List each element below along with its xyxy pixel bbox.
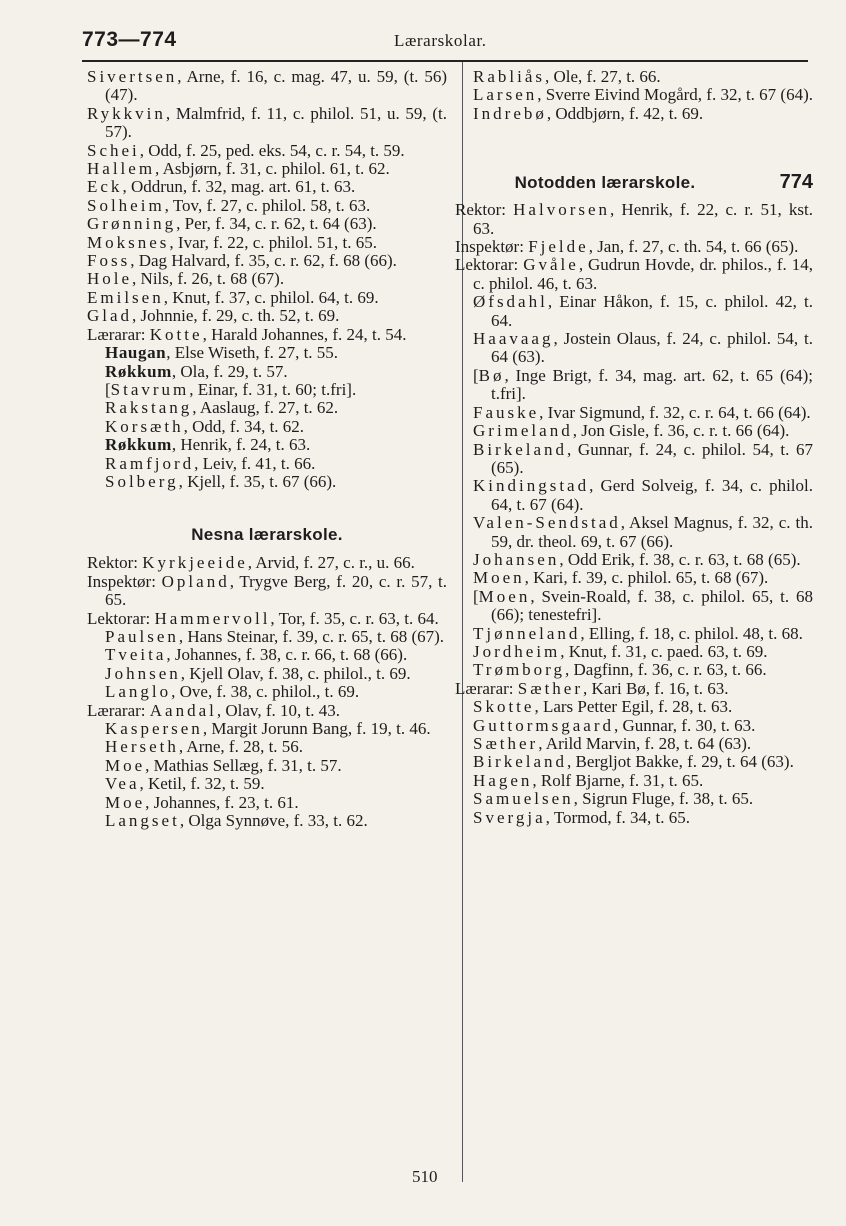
entry-list <box>87 628 447 702</box>
entry <box>87 105 447 142</box>
entry-name: Sivertsen <box>87 67 178 86</box>
entry <box>87 646 447 664</box>
entry <box>87 554 447 572</box>
entry-name: Herseth <box>105 737 179 757</box>
entry-details: , Knut, f. 37, c. philol. 64, t. 69. <box>163 287 379 307</box>
entry-details: , Ola, f. 29, t. 57. <box>171 361 288 381</box>
entry <box>473 86 813 104</box>
entry-details: , Tor, f. 35, c. r. 63, t. 64. <box>270 608 439 628</box>
entry-name: Rykkvin <box>87 103 166 123</box>
entry <box>87 702 447 720</box>
entry-name: Glad <box>87 306 133 326</box>
page-number-range: 773—774 <box>82 28 177 51</box>
entry-name: Kaspersen <box>105 719 203 738</box>
role-label: Inspektør: <box>87 571 156 591</box>
role-label: Lektorar: <box>455 255 519 275</box>
entry-details: , Mathias Sellæg, f. 31, t. 57. <box>145 755 342 775</box>
entry-details: , Kjell, f. 35, t. 67 (66). <box>178 471 337 491</box>
entry-name: Schei <box>87 140 140 160</box>
entry-details: , Kjell Olav, f. 38, c. philol., t. 69. <box>180 663 411 683</box>
entry-name: Trømborg <box>473 660 566 680</box>
entry-details: , Odd, f. 25, ped. eks. 54, c. r. 54, t. 59. <box>139 140 405 160</box>
footer-page-number: 510 <box>412 1167 438 1186</box>
entry-details: , Johannes, f. 23, t. 61. <box>145 792 299 812</box>
entry-details: , Oddbjørn, f. 42, t. 69. <box>546 103 704 123</box>
entry <box>87 160 447 178</box>
entry-name: Kotte <box>149 324 203 344</box>
entry-name: Valen-Sendstad <box>473 513 621 533</box>
bracket: [ <box>473 586 479 606</box>
entry <box>455 753 813 771</box>
role-label: Lærarar: <box>87 324 146 344</box>
entry-details: , Einar Håkon, f. 15, c. philol. 42, t. 64. <box>491 292 813 330</box>
role-label: Rektor: <box>455 200 506 220</box>
entry-details: , Inge Brigt, f. 34, mag. art. 62, t. 65 (64); t.fri]. <box>491 365 813 404</box>
entry <box>87 344 447 362</box>
entry-list <box>87 344 447 491</box>
entry-details: , Gudrun Hovde, dr. philos., f. 14, c. philol. 46, t. 63. <box>473 255 814 293</box>
entry-details: , Ole, f. 27, t. 66. <box>545 67 661 86</box>
entry-name: Haavaag <box>473 329 554 349</box>
entry-name: Hammervoll <box>154 608 271 628</box>
entry-name: Fauske <box>473 402 540 422</box>
entry <box>455 661 813 679</box>
entry <box>87 234 447 252</box>
entry-details: , Arne, f. 28, t. 56. <box>178 737 304 757</box>
entry-details: , Ove, f. 38, c. philol., t. 69. <box>171 682 360 702</box>
entry-details: , Johnnie, f. 29, c. th. 52, t. 69. <box>132 306 340 326</box>
entry <box>87 142 447 160</box>
role-label: Lærarar: <box>455 678 514 698</box>
entry <box>87 775 447 793</box>
entry-details: , Jan, f. 27, c. th. 54, t. 66 (65). <box>588 237 799 257</box>
entry-name: Hallem <box>87 159 156 179</box>
entry <box>87 363 447 381</box>
entry-name: Vea <box>105 774 140 794</box>
entry-list <box>87 68 447 326</box>
entry <box>455 717 813 735</box>
entry <box>455 477 813 514</box>
entry <box>455 680 813 698</box>
entry-name: Indrebø <box>473 103 547 123</box>
entry-details: , Sverre Eivind Mogård, f. 32, t. 67 (64). <box>537 85 813 105</box>
entry <box>455 404 813 422</box>
entry-name: Røkkum <box>105 435 172 455</box>
entry-details: , Dag Halvard, f. 35, c. r. 62, f. 68 (66). <box>130 251 397 271</box>
entry <box>87 252 447 270</box>
entry-details: , Sigrun Fluge, f. 38, t. 65. <box>573 789 754 809</box>
entry <box>455 588 813 625</box>
entry-name: Moe <box>105 755 146 775</box>
entry <box>87 215 447 233</box>
entry-details: , Dagfinn, f. 36, c. r. 63, t. 66. <box>565 660 767 680</box>
entry-name: Ramfjord <box>105 453 195 473</box>
section-heading-row <box>455 173 813 195</box>
entry-details: , Arne, f. 16, c. mag. 47, u. 59, (t. 56) (47). <box>105 67 447 105</box>
entry-details: , Odd, f. 34, t. 62. <box>183 416 305 436</box>
entry <box>455 441 813 478</box>
entry-details: , Ivar Sigmund, f. 32, c. r. 64, t. 66 (64). <box>539 402 811 422</box>
entry-name: Kindingstad <box>473 476 590 496</box>
entry <box>87 399 447 417</box>
entry-name: Rabliås <box>473 67 545 86</box>
entry-name: Tjønneland <box>473 623 581 643</box>
entry-details: , Else Wiseth, f. 27, t. 55. <box>166 343 339 363</box>
left-column <box>87 68 447 830</box>
entry-details: , Elling, f. 18, c. philol. 48, t. 68. <box>580 623 803 643</box>
entry-list <box>455 68 813 123</box>
entry-details: , Asbjørn, f. 31, c. philol. 61, t. 62. <box>155 159 390 179</box>
entry-name: Johnsen <box>105 663 181 683</box>
entry-details: , Lars Petter Egil, f. 28, t. 63. <box>534 697 733 717</box>
entry-details: , Olav, f. 10, t. 43. <box>216 700 340 720</box>
entry <box>87 757 447 775</box>
entry-name: Birkeland <box>473 439 568 459</box>
entry-name: Larsen <box>473 85 538 105</box>
entry <box>87 455 447 473</box>
entry-name: Skotte <box>473 697 535 717</box>
entry-details: , Gerd Solveig, f. 34, c. philol. 64, t. 67 (64). <box>491 476 813 514</box>
entry <box>473 68 813 86</box>
entry <box>455 569 813 587</box>
entry-name: Røkkum <box>105 361 172 381</box>
entry-name: Bø <box>478 365 505 385</box>
entry <box>455 735 813 753</box>
entry-name: Moksnes <box>87 232 170 252</box>
entry-name: Eck <box>87 177 123 197</box>
entry-name: Hole <box>87 269 133 289</box>
role-label: Lærarar: <box>87 700 146 720</box>
entry-details: , Tov, f. 27, c. philol. 58, t. 63. <box>164 195 371 215</box>
right-column <box>455 68 813 827</box>
entry <box>87 812 447 830</box>
entry-name: Tveita <box>105 645 167 665</box>
role-label: Lektorar: <box>87 608 151 628</box>
entry <box>87 738 447 756</box>
entry-name: Moen <box>473 568 525 588</box>
entry-name: Solheim <box>87 195 165 215</box>
entry-details: , Johannes, f. 38, c. r. 66, t. 68 (66). <box>166 645 408 665</box>
entry-name: Birkeland <box>473 752 568 772</box>
entry <box>87 436 447 454</box>
page-header <box>82 28 808 58</box>
bracket: [ <box>105 379 111 399</box>
entry <box>455 772 813 790</box>
entry <box>87 178 447 196</box>
entry-details: , Henrik, f. 22, c. r. 51, kst. 63. <box>473 200 814 238</box>
entry <box>87 381 447 399</box>
entry <box>455 238 813 256</box>
entry <box>87 794 447 812</box>
section-heading-notodden: Notodden lærarskole. <box>514 173 696 193</box>
entry-list <box>455 698 813 827</box>
entry-name: Paulsen <box>105 626 179 646</box>
entry-details: , Kari, f. 39, c. philol. 65, t. 68 (67). <box>524 568 769 588</box>
entry <box>87 270 447 288</box>
entry <box>87 610 447 628</box>
entry-details: , Gunnar, f. 24, c. philol. 54, t. 67 (65). <box>491 439 813 477</box>
entry <box>455 422 813 440</box>
entry <box>87 573 447 610</box>
entry <box>87 289 447 307</box>
entry-name: Svergja <box>473 807 546 827</box>
entry-name: Halvorsen <box>513 200 611 220</box>
entry <box>87 473 447 491</box>
entry-details: , Knut, f. 31, c. paed. 63, t. 69. <box>560 641 768 661</box>
entry-details: , Svein-Roald, f. 38, c. philol. 65, t. 68 (66); tenestefri]. <box>491 586 813 625</box>
entry <box>87 683 447 701</box>
entry-details: , Rolf Bjarne, f. 31, t. 65. <box>532 770 704 790</box>
entry-details: , Henrik, f. 24, t. 63. <box>171 435 311 455</box>
entry-details: , Ivar, f. 22, c. philol. 51, t. 65. <box>169 232 377 252</box>
entry-details: , Aksel Magnus, f. 32, c. th. 59, dr. theol. 69, t. 67 (66). <box>491 513 813 551</box>
entry-details: , Ketil, f. 32, t. 59. <box>139 774 265 794</box>
entry-name: Emilsen <box>87 287 164 307</box>
entry-list <box>87 720 447 830</box>
entry <box>87 418 447 436</box>
entry-details: , Gunnar, f. 30, t. 63. <box>613 715 756 735</box>
entry-details: , Jostein Olaus, f. 24, c. philol. 54, t. 64 (63). <box>491 329 813 367</box>
entry-name: Guttormsgaard <box>473 715 614 735</box>
entry-name: Aandal <box>149 700 217 720</box>
entry-details: , Aaslaug, f. 27, t. 62. <box>192 398 339 418</box>
entry-name: Langlo <box>105 682 172 702</box>
entry-name: Opland <box>161 571 230 591</box>
entry <box>455 514 813 551</box>
entry <box>455 293 813 330</box>
entry <box>87 628 447 646</box>
entry-name: Moe <box>105 792 146 812</box>
entry-details: , Malmfrid, f. 11, c. philol. 51, u. 59, (t. 57). <box>105 103 447 142</box>
entry-details: , Jon Gisle, f. 36, c. r. t. 66 (64). <box>572 421 790 441</box>
role-label: Inspektør: <box>455 237 524 257</box>
entry-name: Sæther <box>517 678 584 698</box>
entry-name: Foss <box>87 251 131 271</box>
entry-details: , Kari Bø, f. 16, t. 63. <box>583 678 729 698</box>
entry-details: , Trygve Berg, f. 20, c. r. 57, t. 65. <box>105 571 448 610</box>
entry <box>87 720 447 738</box>
entry <box>87 197 447 215</box>
role-label: Rektor: <box>87 553 138 573</box>
entry <box>455 698 813 716</box>
entry-name: Langset <box>105 811 180 831</box>
entry <box>455 201 813 238</box>
entry-name: Stavrum <box>110 379 190 399</box>
entry-name: Solberg <box>105 471 179 491</box>
entry-details: , Arild Marvin, f. 28, t. 64 (63). <box>538 734 752 753</box>
section-number: 774 <box>779 171 813 194</box>
entry-details: , Odd Erik, f. 38, c. r. 63, t. 68 (65). <box>559 549 801 569</box>
entry-details: , Arvid, f. 27, c. r., u. 66. <box>247 553 415 573</box>
entry-details: , Nils, f. 26, t. 68 (67). <box>132 269 285 289</box>
entry-name: Grønning <box>87 214 177 234</box>
entry-details: , Olga Synnøve, f. 33, t. 62. <box>179 811 368 831</box>
running-title: Lærarskolar. <box>394 31 487 50</box>
entry <box>87 665 447 683</box>
entry <box>87 307 447 325</box>
entry <box>455 551 813 569</box>
entry <box>455 330 813 367</box>
entry-details: , Bergljot Bakke, f. 29, t. 64 (63). <box>567 752 794 772</box>
section-heading-nesna: Nesna lærarskole. <box>191 525 343 545</box>
entry-list <box>455 293 813 680</box>
entry-details: , Tormod, f. 34, t. 65. <box>545 807 691 827</box>
entry-details: , Harald Johannes, f. 24, t. 54. <box>202 324 407 344</box>
entry-name: Johansen <box>473 549 560 569</box>
bracket: [ <box>473 365 479 385</box>
entry-name: Moen <box>478 586 531 606</box>
entry <box>455 809 813 827</box>
entry-name: Rakstang <box>105 398 193 418</box>
entry <box>455 256 813 293</box>
entry-name: Grimeland <box>473 421 573 441</box>
entry-name: Korsæth <box>105 416 184 436</box>
entry-details: , Per, f. 34, c. r. 62, t. 64 (63). <box>176 214 377 234</box>
entry-details: , Einar, f. 31, t. 60; t.fri]. <box>189 379 357 399</box>
entry <box>455 625 813 643</box>
header-rule <box>82 60 808 62</box>
entry <box>455 643 813 661</box>
entry <box>87 326 447 344</box>
entry <box>473 105 813 123</box>
entry-name: Gvåle <box>523 255 579 275</box>
entry-details: , Oddrun, f. 32, mag. art. 61, t. 63. <box>122 177 356 197</box>
entry-name: Hagen <box>473 770 533 790</box>
entry-name: Jordheim <box>473 641 561 661</box>
entry-details: , Leiv, f. 41, t. 66. <box>194 453 316 473</box>
entry-name: Sæther <box>473 734 539 753</box>
entry <box>87 68 447 105</box>
entry <box>455 367 813 404</box>
entry-details: , Hans Steinar, f. 39, c. r. 65, t. 68 (67). <box>178 626 445 646</box>
entry-name: Kyrkjeeide <box>142 553 248 573</box>
entry-name: Fjelde <box>528 237 589 257</box>
entry-name: Øfsdahl <box>473 292 548 312</box>
entry-name: Haugan <box>105 343 167 363</box>
entry <box>455 790 813 808</box>
entry-details: , Margit Jorunn Bang, f. 19, t. 46. <box>202 719 431 738</box>
entry-name: Samuelsen <box>473 789 574 809</box>
